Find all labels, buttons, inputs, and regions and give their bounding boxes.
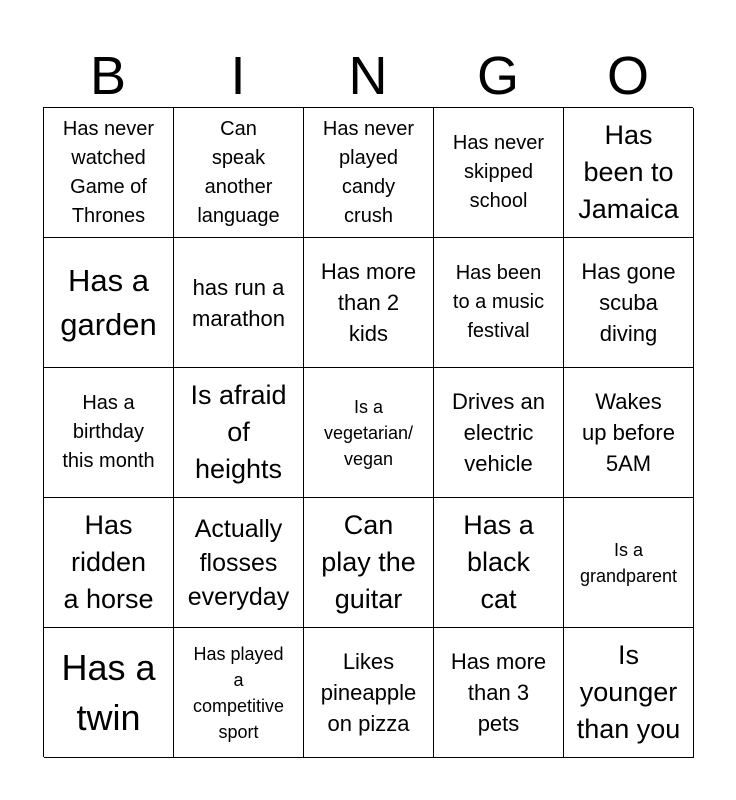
bingo-cell[interactable] bbox=[174, 628, 304, 758]
bingo-cell[interactable] bbox=[434, 368, 564, 498]
bingo-cell[interactable] bbox=[44, 108, 174, 238]
cell-text: Has played a competitive sport bbox=[192, 643, 285, 742]
cell-text: Is afraid of heights bbox=[190, 380, 287, 484]
cell-text: Has a black cat bbox=[463, 510, 534, 614]
title-letter-g: G bbox=[476, 46, 519, 106]
title-letter-n: N bbox=[348, 46, 388, 106]
cell-text: Has more than 3 pets bbox=[450, 649, 547, 736]
bingo-cell[interactable] bbox=[564, 498, 694, 628]
bingo-cell[interactable] bbox=[304, 238, 434, 368]
bingo-cell[interactable] bbox=[304, 498, 434, 628]
bingo-title bbox=[43, 44, 693, 108]
cell-text: Has a twin bbox=[61, 646, 156, 738]
bingo-cell[interactable] bbox=[174, 498, 304, 628]
cell-text: Is a grandparent bbox=[579, 539, 678, 586]
bingo-cell[interactable] bbox=[434, 498, 564, 628]
cell-text: Has gone scuba diving bbox=[581, 259, 676, 346]
bingo-cell[interactable] bbox=[44, 368, 174, 498]
title-letter-b: B bbox=[89, 46, 127, 106]
bingo-cell[interactable] bbox=[304, 108, 434, 238]
cell-text: Actually flosses everyday bbox=[187, 514, 290, 611]
cell-text: Has never watched Game of Thrones bbox=[62, 117, 155, 227]
bingo-cell[interactable] bbox=[564, 238, 694, 368]
bingo-cell[interactable] bbox=[564, 368, 694, 498]
cell-text: Has more than 2 kids bbox=[320, 259, 417, 346]
title-letter-o: O bbox=[606, 46, 649, 106]
bingo-cell[interactable] bbox=[44, 628, 174, 758]
cell-text: Drives an electric vehicle bbox=[452, 389, 545, 476]
title-letter-i: I bbox=[230, 46, 246, 106]
cell-text: Is a vegetarian/ vegan bbox=[323, 396, 414, 469]
cell-text: Has been to a music festival bbox=[452, 262, 545, 342]
bingo-cell[interactable] bbox=[434, 108, 564, 238]
cell-text: Has ridden a horse bbox=[63, 510, 154, 614]
bingo-cell[interactable] bbox=[174, 368, 304, 498]
bingo-cell[interactable] bbox=[434, 628, 564, 758]
bingo-cell[interactable] bbox=[174, 238, 304, 368]
cell-text: Can speak another language bbox=[197, 117, 280, 227]
cell-text: Wakes up before 5AM bbox=[582, 389, 675, 476]
bingo-cell[interactable] bbox=[434, 238, 564, 368]
bingo-cell[interactable] bbox=[174, 108, 304, 238]
bingo-cell[interactable] bbox=[564, 628, 694, 758]
bingo-cell[interactable] bbox=[44, 498, 174, 628]
cell-text: Has been to Jamaica bbox=[578, 120, 679, 224]
bingo-cell[interactable] bbox=[304, 368, 434, 498]
cell-text: Has never skipped school bbox=[452, 132, 545, 212]
cell-text: Likes pineapple on pizza bbox=[320, 649, 417, 736]
cell-text: Can play the guitar bbox=[321, 510, 416, 614]
bingo-card-grid bbox=[43, 107, 693, 757]
bingo-cell[interactable] bbox=[564, 108, 694, 238]
bingo-cell[interactable] bbox=[44, 238, 174, 368]
cell-text: Is younger than you bbox=[576, 640, 681, 744]
bingo-cell[interactable] bbox=[304, 628, 434, 758]
cell-text: Has a birthday this month bbox=[62, 392, 155, 472]
cell-text: has run a marathon bbox=[192, 274, 285, 331]
cell-text: Has a garden bbox=[60, 262, 157, 342]
cell-text: Has never played candy crush bbox=[322, 117, 415, 227]
